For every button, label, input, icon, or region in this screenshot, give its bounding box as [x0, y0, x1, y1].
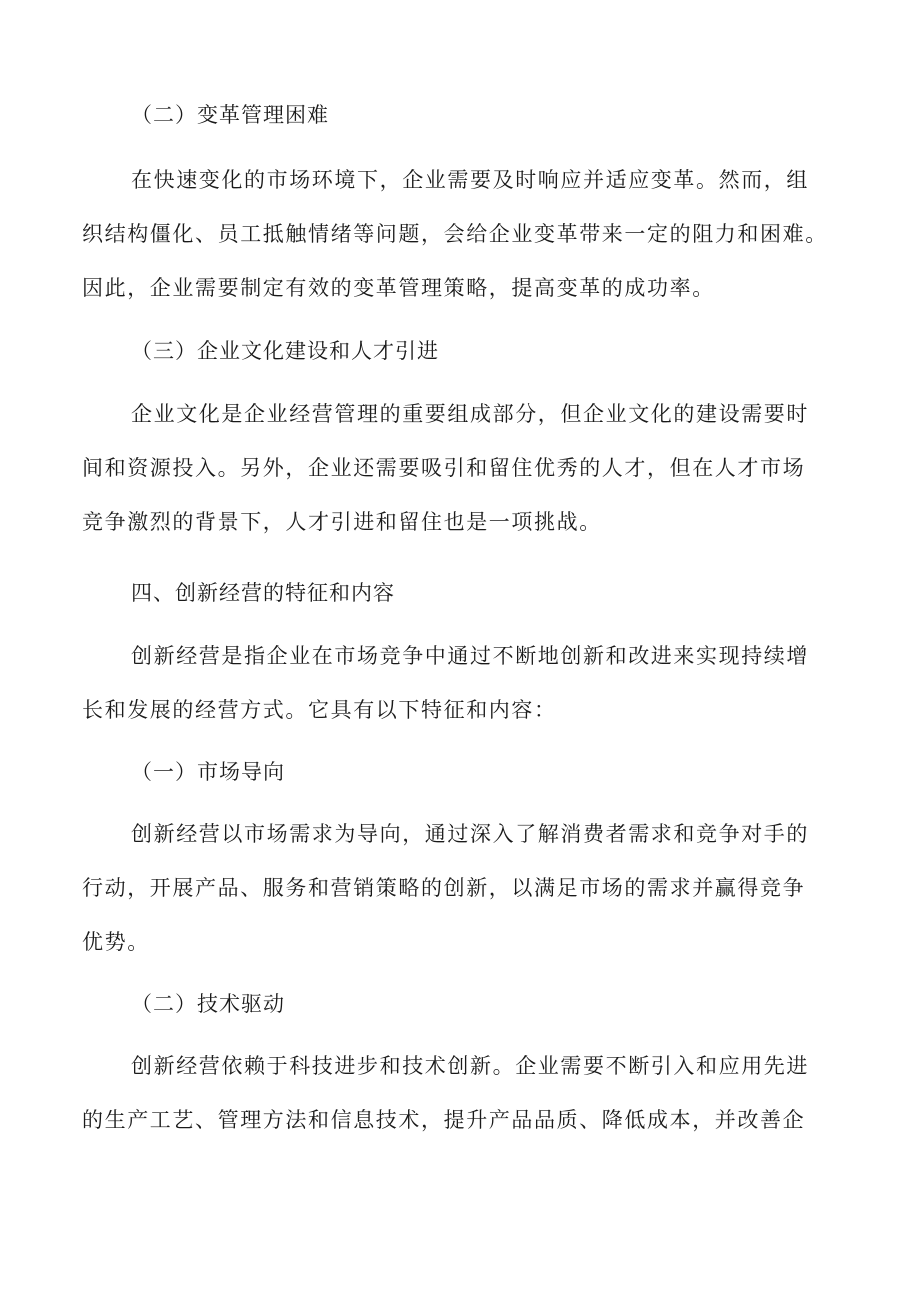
paragraph-line: 优势。: [82, 930, 150, 954]
paragraph-line: 创新经营是指企业在市场竞争中通过不断地创新和改进来实现持续增: [131, 644, 809, 668]
paragraph-line: 间和资源投入。另外，企业还需要吸引和留住优秀的人才，但在人才市场: [82, 456, 806, 480]
paragraph-line: 长和发展的经营方式。它具有以下特征和内容：: [82, 698, 557, 722]
paragraph-line: 创新经营依赖于科技进步和技术创新。企业需要不断引入和应用先进: [131, 1054, 809, 1078]
paragraph-line: 因此，企业需要制定有效的变革管理策略，提高变革的成功率。: [82, 276, 715, 300]
heading-market-orientation: （一）市场导向: [131, 760, 285, 784]
paragraph-line: 在快速变化的市场环境下，企业需要及时响应并适应变革。然而，组: [131, 168, 809, 192]
heading-technology-driven: （二）技术驱动: [131, 992, 285, 1016]
paragraph-line: 企业文化是企业经营管理的重要组成部分，但企业文化的建设需要时: [131, 402, 809, 426]
paragraph-line: 竞争激烈的背景下，人才引进和留住也是一项挑战。: [82, 510, 602, 534]
paragraph-line: 织结构僵化、员工抵触情绪等问题，会给企业变革带来一定的阻力和困难。: [82, 222, 828, 246]
paragraph-line: 的生产工艺、管理方法和信息技术，提升产品品质、降低成本，并改善企: [82, 1108, 806, 1132]
heading-change-management: （二）变革管理困难: [131, 103, 329, 127]
paragraph-line: 行动，开展产品、服务和营销策略的创新，以满足市场的需求并赢得竞争: [82, 876, 806, 900]
heading-section-four: 四、创新经营的特征和内容: [131, 581, 395, 605]
heading-culture-talent: （三）企业文化建设和人才引进: [131, 339, 439, 363]
paragraph-line: 创新经营以市场需求为导向，通过深入了解消费者需求和竞争对手的: [131, 822, 809, 846]
